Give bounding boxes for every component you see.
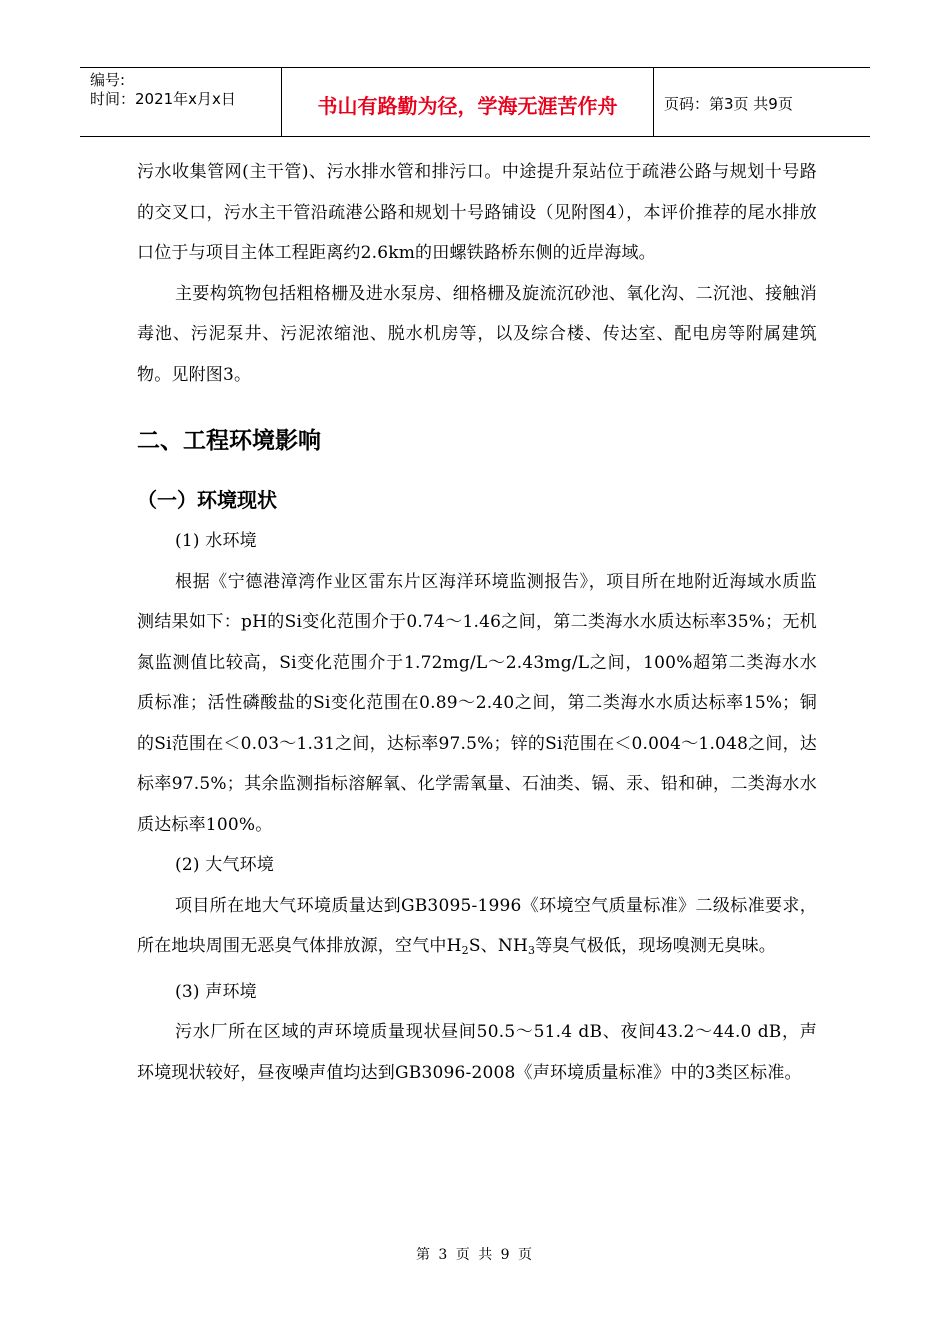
paragraph-water: 根据《宁德港漳湾作业区雷东片区海洋环境监测报告》，项目所在地附近海域水质监测结果如下：pH的Si变化范围介于0.74～1.46之间，第二类海水水质达标率35%；无机氮监测值比较高，Si变化范围介于1.72mg/L～2.43mg/L之间，100%超第二类海水水质标准；活性磷酸盐的Si变化范围在0.89～2.40之间，第二类海水水质达标率15%；铜的Si范围在＜0.03～1.31之间，达标率97.5%；锌的Si范围在＜0.004～1.048之间，达标率97.5%；其余监测指标溶解氧、化学需氧量、石油类、镉、汞、铅和砷，二类海水水质达标率100%。	[137, 571, 817, 835]
paragraph-structures: 主要构筑物包括粗格栅及进水泵房、细格栅及旋流沉砂池、氧化沟、二沉池、接触消毒池、污泥泵井、污泥浓缩池、脱水机房等，以及综合楼、传达室、配电房等附属建筑物。见附图3。	[137, 283, 817, 385]
h2s-subscript: 2	[461, 944, 469, 957]
air-text-b: S、NH	[468, 936, 528, 956]
header-date: 时间：2021年x月x日	[90, 90, 236, 108]
air-text-a: 项目所在地大气环境质量达到GB3095-1996《环境空气质量标准》二级标准要求，所在地块周围无恶臭气体排放源，空气中H	[137, 895, 817, 956]
item-title-water: (1) 水环境	[175, 531, 257, 551]
subsection-heading: （一）环境现状	[137, 488, 277, 512]
header-number: 编号:	[90, 71, 126, 89]
page-footer: 第 3 页 共 9 页	[415, 1247, 535, 1263]
item-title-air: (2) 大气环境	[175, 855, 275, 875]
paragraph-air	[137, 886, 817, 972]
page-header	[80, 67, 870, 137]
header-motto: 书山有路勤为径，学海无涯苦作舟	[282, 68, 654, 136]
paragraph-noise: 污水厂所在区域的声环境质量现状昼间50.5～51.4 dB、夜间43.2～44.0 dB，声环境现状较好，昼夜噪声值均达到GB3096-2008《声环境质量标准》中的3类区标准。	[137, 1022, 817, 1083]
header-page-number: 页码：第3页 共9页	[664, 94, 793, 113]
document-body	[137, 152, 817, 1093]
nh3-subscript: 3	[527, 944, 536, 957]
header-meta	[80, 68, 282, 136]
item-title-noise: (3) 声环境	[175, 981, 257, 1002]
paragraph-pipe-network: 污水收集管网(主干管)、污水排水管和排污口。中途提升泵站位于疏港公路与规划十号路的交叉口，污水主干管沿疏港公路和规划十号路铺设（见附图4），本评价推荐的尾水排放口位于与项目主体工程距离约2.6km的田螺铁路桥东侧的近岸海域。	[137, 162, 817, 263]
section-heading: 二、工程环境影响	[137, 428, 321, 454]
air-text-c: 等臭气极低，现场嗅测无臭味。	[535, 936, 776, 956]
